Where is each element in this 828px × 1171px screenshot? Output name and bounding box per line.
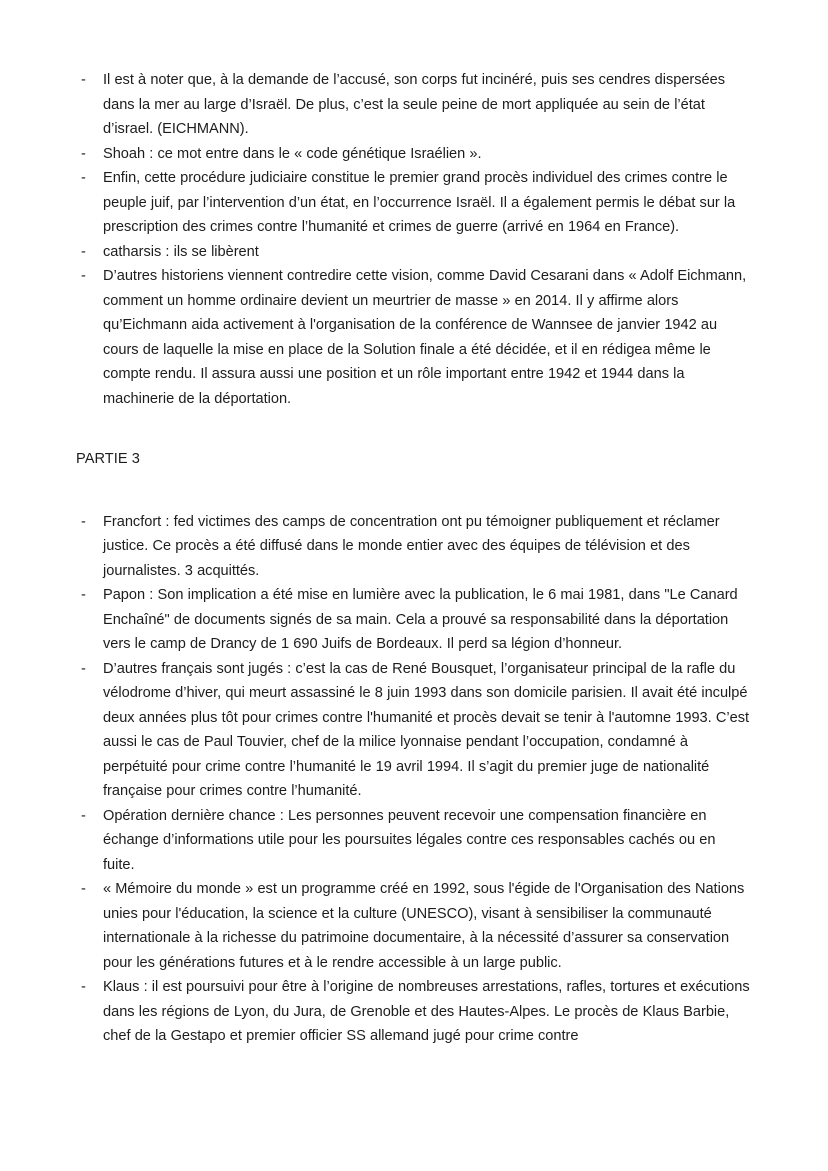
- list-item-text: Shoah : ce mot entre dans le « code génétique Israélien ».: [103, 145, 482, 162]
- list-item-text: Francfort : fed victimes des camps de concentration ont pu témoigner publiquement et réclamer justice. Ce procès a été diffusé dans le monde entier avec des équipes de télévision et des journalistes. 3 acquittés.: [103, 513, 720, 579]
- list-item: [76, 68, 750, 142]
- list-item-text: Il est à noter que, à la demande de l’accusé, son corps fut incinéré, puis ses cendres dispersées dans la mer au large d’Israël. De plus, c’est la seule peine de mort appliquée au sein de l’état d’israel. (EICHMANN).: [103, 72, 726, 137]
- list-item-text: D’autres français sont jugés : c’est la cas de René Bousquet, l’organisateur principal de la rafle du vélodrome d’hiver, qui meurt assassiné le 8 juin 1993 dans son domicile parisien. Il avait été inculpé deux années plus tôt pour crimes contre l'humanité et procès devait se tenir à l'automne 1993. C’est aussi le cas de Paul Touvier, chef de la milice lyonnaise pendant l’occupation, condamné à perpétuité pour crime contre l’humanité le 19 avril 1994. Il s’agit du premier juge de nationalité française pour crimes contre l’humanité.: [103, 660, 750, 799]
- section-heading-partie-3: PARTIE 3: [76, 451, 140, 467]
- bullet-marker-icon: -: [81, 243, 86, 260]
- list-item-text: Papon : Son implication a été mise en lumière avec la publication, le 6 mai 1981, dans "Le Canard Enchaîné" de documents signés de sa main. Cela a prouvé sa responsabilité dans la déportation vers le camp de Drancy de 1 690 Juifs de Bordeaux. Il perd sa légion d’honneur.: [103, 587, 738, 652]
- bullet-marker-icon: -: [81, 881, 86, 897]
- bullet-marker-icon: -: [81, 979, 86, 995]
- document-body: [76, 68, 750, 1049]
- list-item: [76, 240, 750, 265]
- list-item: [76, 583, 750, 657]
- list-item: [76, 142, 750, 167]
- list-item: [76, 264, 750, 411]
- list-item: [76, 657, 750, 804]
- list-item: [76, 166, 750, 240]
- list-item: [76, 510, 750, 584]
- bullet-list-section-two: [76, 510, 750, 1049]
- list-item: [76, 877, 750, 975]
- bullet-marker-icon: -: [81, 660, 86, 677]
- spacer: [76, 472, 750, 510]
- bullet-marker-icon: -: [81, 807, 86, 824]
- bullet-marker-icon: -: [81, 72, 86, 88]
- bullet-marker-icon: -: [81, 268, 86, 284]
- list-item-text: Enfin, cette procédure judiciaire constitue le premier grand procès individuel des crimes contre le peuple juif, par l’intervention d’un état, en l’occurrence Israël. Il a également permis le débat sur la prescription des crimes contre l’humanité et crimes de guerre (arrivé en 1964 en France).: [103, 170, 736, 235]
- bullet-list-section-one: [76, 68, 750, 411]
- list-item-text: Opération dernière chance : Les personnes peuvent recevoir une compensation financière en échange d’informations utile pour les poursuites légales contre ces responsables cachés ou en fuite.: [103, 807, 716, 873]
- list-item-text: « Mémoire du monde » est un programme créé en 1992, sous l'égide de l'Organisation des Nations unies pour l'éducation, la science et la culture (UNESCO), visant à sensibiliser la communauté internationale à la richesse du patrimoine documentaire, à la nécessité d’assurer sa conservation pour les générations futures et à le rendre accessible à un large public.: [103, 881, 745, 971]
- bullet-marker-icon: -: [81, 145, 86, 162]
- spacer: [76, 411, 750, 447]
- bullet-marker-icon: -: [81, 170, 86, 186]
- list-item-text: D’autres historiens viennent contredire cette vision, comme David Cesarani dans « Adolf Eichmann, comment un homme ordinaire devient un meurtrier de masse » en 2014. Il y affirme alors qu’Eichmann aida activement à l'organisation de la conférence de Wannsee de janvier 1942 au cours de laquelle la mise en place de la Solution finale a été décidée, et il en rédigea même le compte rendu. Il assura aussi une position et un rôle important entre 1942 et 1944 dans la machinerie de la déportation.: [103, 268, 747, 407]
- list-item-text: catharsis : ils se libèrent: [103, 243, 259, 260]
- bullet-marker-icon: -: [81, 513, 86, 530]
- list-item: [76, 975, 750, 1049]
- bullet-marker-icon: -: [81, 587, 86, 603]
- list-item: [76, 804, 750, 878]
- list-item-text: Klaus : il est poursuivi pour être à l’origine de nombreuses arrestations, rafles, tortures et exécutions dans les régions de Lyon, du Jura, de Grenoble et des Hautes-Alpes. Le procès de Klaus Barbie, chef de la Gestapo et premier officier SS allemand jugé pour crime contre: [103, 979, 750, 1044]
